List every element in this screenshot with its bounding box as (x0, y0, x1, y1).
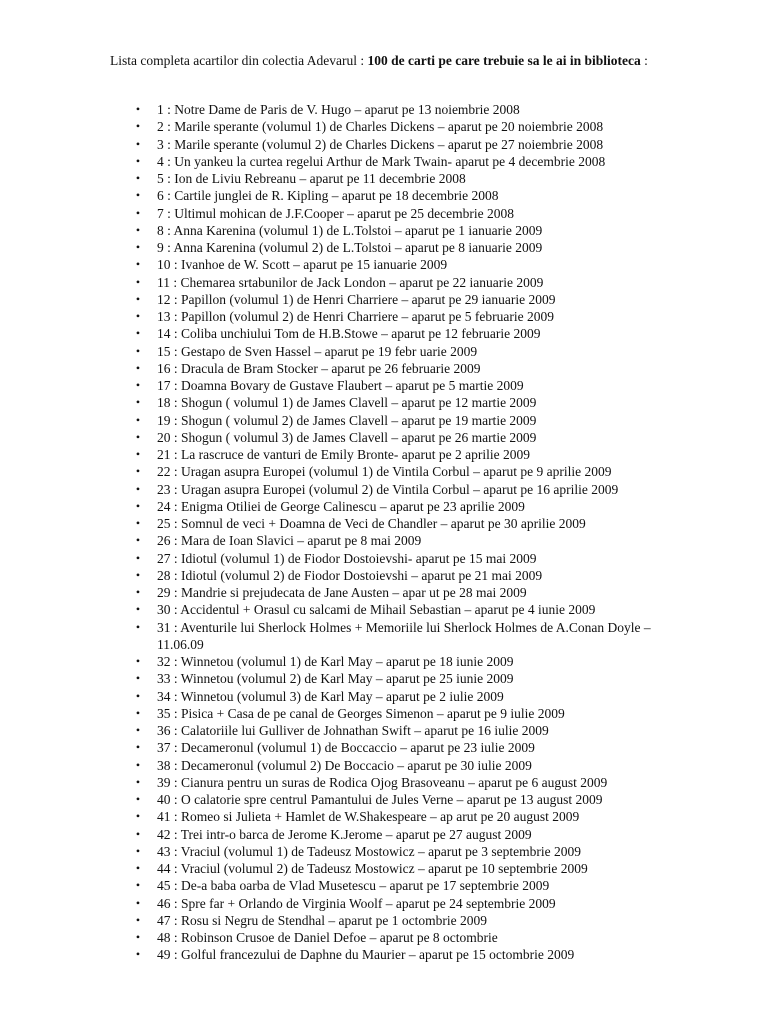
bullet-icon: • (135, 602, 141, 617)
list-item (132, 532, 692, 549)
bullet-icon: • (135, 705, 141, 720)
intro-suffix: : (640, 53, 648, 68)
list-item-text: 25 : Somnul de veci + Doamna de Veci de Chandler – aparut pe 30 aprilie 2009 (157, 516, 586, 531)
bullet-icon: • (135, 516, 141, 530)
list-item-text: 45 : De-a baba oarba de Vlad Musetescu – aparut pe 17 septembrie 2009 (157, 878, 550, 894)
list-item-text: 6 : Cartile junglei de R. Kipling – aparut pe 18 decembrie 2008 (157, 188, 499, 204)
bullet-icon: • (135, 136, 141, 151)
list-item (132, 498, 692, 515)
bullet-icon: • (135, 774, 141, 789)
bullet-icon: • (135, 326, 141, 341)
list-item (132, 722, 692, 739)
list-item-text: 18 : Shogun ( volumul 1) de James Clavell – aparut pe 12 martie 2009 (157, 395, 537, 411)
bullet-icon: • (135, 533, 141, 548)
list-item-text: 10 : Ivanhoe de W. Scott – aparut pe 15 ianuarie 2009 (157, 257, 448, 273)
bullet-icon: • (135, 291, 141, 306)
list-item (132, 118, 692, 135)
list-item-text: 31 : Aventurile lui Sherlock Holmes + Memoriile lui Sherlock Holmes de A.Conan Doyle – 11.06.09 (157, 619, 651, 652)
list-item (132, 946, 692, 963)
list-item-text: 46 : Spre far + Orlando de Virginia Woolf – aparut pe 24 septembrie 2009 (157, 895, 556, 911)
bullet-icon: • (135, 412, 141, 427)
list-item-text: 9 : Anna Karenina (volumul 2) de L.Tolstoi – aparut pe 8 ianuarie 2009 (157, 240, 543, 255)
bullet-icon: • (135, 102, 141, 116)
list-item-text: 28 : Idiotul (volumul 2) de Fiodor Dostoievshi – aparut pe 21 mai 2009 (157, 567, 543, 583)
bullet-icon: • (135, 567, 141, 582)
bullet-icon: • (135, 792, 141, 806)
list-item-text: 19 : Shogun ( volumul 2) de James Clavell – aparut pe 19 martie 2009 (157, 412, 537, 428)
list-item-text: 8 : Anna Karenina (volumul 1) de L.Tolstoi – aparut pe 1 ianuarie 2009 (157, 222, 543, 238)
list-item-text: 13 : Papillon (volumul 2) de Henri Charriere – aparut pe 5 februarie 2009 (157, 309, 555, 324)
list-item-text: 27 : Idiotul (volumul 1) de Fiodor Dostoievshi- aparut pe 15 mai 2009 (157, 550, 537, 566)
bullet-icon: • (135, 395, 141, 410)
bullet-icon: • (135, 912, 141, 927)
list-item (132, 619, 692, 654)
list-item-text: 40 : O calatorie spre centrul Pamantului de Jules Verne – aparut pe 13 august 2009 (157, 792, 603, 807)
list-item-text: 35 : Pisica + Casa de pe canal de Georges Simenon – aparut pe 9 iulie 2009 (157, 705, 565, 721)
bullet-icon: • (135, 153, 141, 168)
bullet-icon: • (135, 723, 141, 737)
list-item (132, 567, 692, 584)
list-item (132, 791, 692, 808)
list-item (132, 843, 692, 860)
list-item (132, 601, 692, 618)
intro-text: Lista completa acartilor din colectia Adevarul : (110, 53, 368, 68)
list-item (132, 291, 692, 308)
list-item (132, 274, 692, 291)
list-item (132, 308, 692, 325)
list-item-text: 22 : Uragan asupra Europei (volumul 1) de Vintila Corbul – aparut pe 9 aprilie 2009 (157, 464, 612, 480)
list-item-text: 32 : Winnetou (volumul 1) de Karl May – aparut pe 18 iunie 2009 (157, 654, 514, 669)
bullet-icon: • (135, 930, 141, 944)
bullet-icon: • (135, 654, 141, 668)
list-item-text: 20 : Shogun ( volumul 3) de James Clavell – aparut pe 26 martie 2009 (157, 429, 537, 445)
list-item-text: 36 : Calatoriile lui Gulliver de Johnathan Swift – aparut pe 16 iulie 2009 (157, 723, 549, 738)
list-item (132, 860, 692, 877)
bullet-icon: • (135, 878, 141, 893)
bullet-icon: • (135, 119, 141, 134)
list-item-text: 44 : Vraciul (volumul 2) de Tadeusz Mostowicz – aparut pe 10 septembrie 2009 (157, 861, 588, 876)
list-item-text: 43 : Vraciul (volumul 1) de Tadeusz Mostowicz – aparut pe 3 septembrie 2009 (157, 843, 582, 859)
list-item-text: 7 : Ultimul mohican de J.F.Cooper – aparut pe 25 decembrie 2008 (157, 205, 514, 221)
list-item-text: 49 : Golful francezului de Daphne du Maurier – aparut pe 15 octombrie 2009 (157, 947, 575, 963)
list-item (132, 170, 692, 187)
list-item-text: 21 : La rascruce de vanturi de Emily Bronte- aparut pe 2 aprilie 2009 (157, 447, 530, 462)
list-item (132, 205, 692, 222)
list-item-text: 39 : Cianura pentru un suras de Rodica Ojog Brasoveanu – aparut pe 6 august 2009 (157, 774, 608, 790)
bullet-icon: • (135, 429, 141, 444)
list-item-text: 30 : Accidentul + Orasul cu salcami de Mihail Sebastian – aparut pe 4 iunie 2009 (157, 602, 596, 618)
list-item (132, 895, 692, 912)
list-item (132, 774, 692, 791)
list-item (132, 239, 692, 256)
bullet-icon: • (135, 740, 141, 755)
bullet-icon: • (135, 481, 141, 496)
list-item-text: 15 : Gestapo de Sven Hassel – aparut pe 19 febr uarie 2009 (157, 343, 478, 359)
bullet-icon: • (135, 222, 141, 237)
bullet-icon: • (135, 343, 141, 358)
bullet-icon: • (135, 257, 141, 272)
bullet-icon: • (135, 585, 141, 599)
list-item-text: 1 : Notre Dame de Paris de V. Hugo – aparut pe 13 noiembrie 2008 (157, 102, 520, 117)
list-item (132, 463, 692, 480)
list-item (132, 222, 692, 239)
bullet-icon: • (135, 843, 141, 858)
bullet-icon: • (135, 895, 141, 910)
bullet-icon: • (135, 826, 141, 841)
list-item (132, 757, 692, 774)
list-item (132, 808, 692, 825)
list-item-text: 33 : Winnetou (volumul 2) de Karl May – aparut pe 25 iunie 2009 (157, 671, 514, 687)
list-item (132, 670, 692, 687)
list-item-text: 12 : Papillon (volumul 1) de Henri Charriere – aparut pe 29 ianuarie 2009 (157, 291, 556, 307)
list-item (132, 739, 692, 756)
list-item (132, 929, 692, 946)
bullet-icon: • (135, 757, 141, 772)
bullet-icon: • (135, 205, 141, 220)
bullet-icon: • (135, 809, 141, 824)
bullet-icon: • (135, 240, 141, 254)
list-item (132, 429, 692, 446)
bullet-icon: • (135, 171, 141, 185)
list-item-text: 41 : Romeo si Julieta + Hamlet de W.Shakespeare – ap arut pe 20 august 2009 (157, 809, 580, 825)
list-item (132, 256, 692, 273)
list-item (132, 515, 692, 532)
list-item (132, 826, 692, 843)
list-item (132, 412, 692, 429)
list-item (132, 705, 692, 722)
list-item-text: 47 : Rosu si Negru de Stendhal – aparut pe 1 octombrie 2009 (157, 912, 487, 928)
list-item-text: 42 : Trei intr-o barca de Jerome K.Jerome – aparut pe 27 august 2009 (157, 826, 532, 842)
list-item (132, 101, 692, 118)
list-item-text: 14 : Coliba unchiului Tom de H.B.Stowe – aparut pe 12 februarie 2009 (157, 326, 541, 342)
bullet-icon: • (135, 688, 141, 703)
bullet-icon: • (135, 378, 141, 392)
list-item (132, 912, 692, 929)
bullet-icon: • (135, 464, 141, 479)
list-item (132, 481, 692, 498)
intro-title-bold: 100 de carti pe care trebuie sa le ai in biblioteca (367, 53, 641, 68)
bullet-icon: • (135, 550, 141, 565)
list-item-text: 48 : Robinson Crusoe de Daniel Defoe – aparut pe 8 octombrie (157, 930, 498, 945)
bullet-icon: • (135, 619, 141, 634)
intro-paragraph (110, 52, 670, 69)
book-list (132, 101, 692, 964)
list-item (132, 550, 692, 567)
list-item-text: 17 : Doamna Bovary de Gustave Flaubert – aparut pe 5 martie 2009 (157, 378, 524, 393)
list-item (132, 688, 692, 705)
bullet-icon: • (135, 947, 141, 962)
list-item-text: 4 : Un yankeu la curtea regelui Arthur de Mark Twain- aparut pe 4 decembrie 2008 (157, 153, 606, 169)
list-item (132, 360, 692, 377)
list-item-text: 3 : Marile sperante (volumul 2) de Charles Dickens – aparut pe 27 noiembrie 2008 (157, 136, 604, 152)
list-item-text: 34 : Winnetou (volumul 3) de Karl May – aparut pe 2 iulie 2009 (157, 688, 504, 704)
bullet-icon: • (135, 360, 141, 375)
list-item-text: 23 : Uragan asupra Europei (volumul 2) de Vintila Corbul – aparut pe 16 aprilie 2009 (157, 481, 619, 497)
bullet-icon: • (135, 861, 141, 875)
list-item-text: 37 : Decameronul (volumul 1) de Boccaccio – aparut pe 23 iulie 2009 (157, 740, 535, 756)
list-item-text: 26 : Mara de Ioan Slavici – aparut pe 8 mai 2009 (157, 533, 422, 549)
list-item (132, 187, 692, 204)
list-item-text: 2 : Marile sperante (volumul 1) de Charles Dickens – aparut pe 20 noiembrie 2008 (157, 119, 604, 135)
list-item (132, 136, 692, 153)
list-item-text: 5 : Ion de Liviu Rebreanu – aparut pe 11 decembrie 2008 (157, 171, 466, 186)
list-item (132, 153, 692, 170)
bullet-icon: • (135, 671, 141, 686)
list-item-text: 11 : Chemarea srtabunilor de Jack London – aparut pe 22 ianuarie 2009 (157, 274, 544, 290)
list-item (132, 394, 692, 411)
list-item-text: 24 : Enigma Otiliei de George Calinescu – aparut pe 23 aprilie 2009 (157, 498, 525, 514)
list-item (132, 877, 692, 894)
bullet-icon: • (135, 309, 141, 323)
list-item (132, 343, 692, 360)
list-item (132, 446, 692, 463)
bullet-icon: • (135, 274, 141, 289)
list-item-text: 29 : Mandrie si prejudecata de Jane Austen – apar ut pe 28 mai 2009 (157, 585, 527, 600)
list-item (132, 653, 692, 670)
bullet-icon: • (135, 188, 141, 203)
list-item (132, 325, 692, 342)
list-item (132, 377, 692, 394)
bullet-icon: • (135, 447, 141, 461)
bullet-icon: • (135, 498, 141, 513)
list-item-text: 16 : Dracula de Bram Stocker – aparut pe 26 februarie 2009 (157, 360, 481, 376)
list-item (132, 584, 692, 601)
list-item-text: 38 : Decameronul (volumul 2) De Boccacio – aparut pe 30 iulie 2009 (157, 757, 532, 773)
